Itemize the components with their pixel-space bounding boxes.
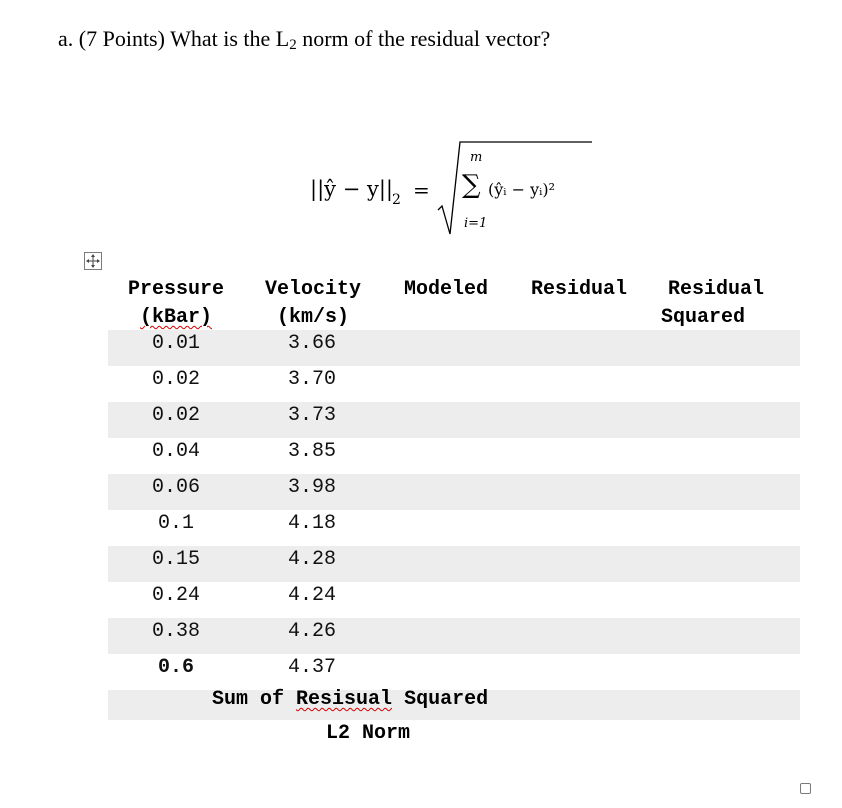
velocity-cell[interactable]: 4.24 xyxy=(287,584,336,607)
header-residual-line1: Residual xyxy=(530,278,627,301)
formula-lhs: ||ŷ − y|| xyxy=(310,177,393,201)
l2-norm-label: L2 Norm xyxy=(326,722,411,745)
pressure-cell[interactable]: 0.6 xyxy=(157,656,194,679)
pressure-cell[interactable]: 0.38 xyxy=(151,620,200,643)
question-text-start: What is the L xyxy=(170,26,290,51)
velocity-cell[interactable]: 3.70 xyxy=(287,368,336,391)
velocity-cell[interactable]: 4.26 xyxy=(287,620,336,643)
formula-equals: = xyxy=(413,178,430,202)
velocity-cell[interactable]: 3.85 xyxy=(287,440,336,463)
sum-label-misspelled-word: Resisual xyxy=(296,688,393,711)
table-row xyxy=(108,582,800,618)
header-pressure xyxy=(118,276,234,332)
header-modeled xyxy=(393,276,499,304)
table-row xyxy=(108,510,800,546)
table-row xyxy=(108,546,800,582)
pressure-cell[interactable]: 0.02 xyxy=(151,368,200,391)
header-residual-squared-line1: Residual xyxy=(667,278,764,301)
header-velocity-line1: Velocity xyxy=(264,278,361,301)
pressure-cell[interactable]: 0.24 xyxy=(151,584,200,607)
velocity-cell[interactable]: 3.73 xyxy=(287,404,336,427)
pressure-cell[interactable]: 0.04 xyxy=(151,440,200,463)
velocity-cell[interactable]: 4.18 xyxy=(287,512,336,535)
header-pressure-line2: (kBar) xyxy=(139,306,212,329)
header-velocity xyxy=(254,276,372,332)
sum-label-suffix: Squared xyxy=(404,688,489,711)
data-table xyxy=(108,330,800,690)
pressure-cell[interactable]: 0.06 xyxy=(151,476,200,499)
table-row xyxy=(108,330,800,366)
velocity-cell[interactable]: 4.37 xyxy=(287,656,336,679)
velocity-cell[interactable]: 3.98 xyxy=(287,476,336,499)
velocity-cell[interactable]: 3.66 xyxy=(287,332,336,355)
table-row xyxy=(108,474,800,510)
table-row xyxy=(108,618,800,654)
sigma-icon: ∑ xyxy=(462,170,481,200)
formula-lhs-subscript: 2 xyxy=(392,192,401,208)
pressure-cell[interactable]: 0.01 xyxy=(151,332,200,355)
header-residual xyxy=(520,276,638,304)
header-residual-squared-line2: Squared xyxy=(661,306,746,329)
resize-handle-icon[interactable] xyxy=(800,783,811,794)
header-residual-squared xyxy=(657,276,775,332)
pressure-cell[interactable]: 0.1 xyxy=(157,512,194,535)
formula-sum-lower: i=1 xyxy=(464,216,488,231)
table-row xyxy=(108,366,800,402)
sum-of-residual-squared-label xyxy=(212,688,488,711)
formula-summand: (ŷᵢ − yᵢ)² xyxy=(488,180,555,199)
table-row xyxy=(108,654,800,690)
table-row xyxy=(108,402,800,438)
move-handle-icon[interactable] xyxy=(84,252,102,270)
pressure-cell[interactable]: 0.02 xyxy=(151,404,200,427)
question-heading xyxy=(58,26,550,54)
sum-label-prefix: Sum of xyxy=(212,688,285,711)
question-label: a. xyxy=(58,26,74,51)
l2-norm-formula xyxy=(300,130,610,250)
header-velocity-line2: (km/s) xyxy=(276,306,349,329)
pressure-cell[interactable]: 0.15 xyxy=(151,548,200,571)
question-subscript: 2 xyxy=(289,37,297,53)
velocity-cell[interactable]: 4.28 xyxy=(287,548,336,571)
formula-sum-upper: m xyxy=(470,150,483,165)
question-points: (7 Points) xyxy=(78,26,165,51)
table-row xyxy=(108,438,800,474)
question-text-end: norm of the residual vector? xyxy=(296,26,551,51)
header-modeled-line1: Modeled xyxy=(403,278,488,301)
header-pressure-line1: Pressure xyxy=(127,278,224,301)
